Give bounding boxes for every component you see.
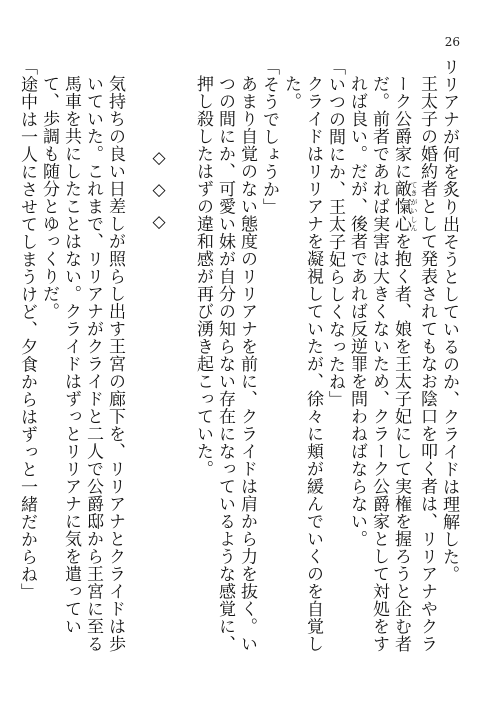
- paragraph-3: 「いつの間にか、王太子妃らしくなったね」: [325, 58, 345, 408]
- page-number: 26: [444, 35, 460, 49]
- paragraph-2: 王太子の婚約者として発表されてもなお陰口を叩く者は、リリアナやクラーク公爵家に敵愾心 てきがいしんを抱く者、娘を王太子妃にして実権を握ろうと企む者だ。前者であれば実害は大きくないため、クラーク公爵家として対処をすれば良い。だが、後者であれば反逆罪を問わねばならない。: [347, 75, 437, 653]
- scene-break: ◇◇◇: [149, 148, 169, 244]
- ruby-annotation: 敵愾心 てきがいしん: [391, 180, 418, 233]
- vertical-text-body: [17, 58, 460, 668]
- paragraph-8: 「途中は一人にさせてしまうけど、夕食からはずっと一緒だからね」: [17, 58, 37, 601]
- paragraph-1: リリアナが何を炙り出そうとしているのか、クライドは理解した。: [439, 58, 459, 583]
- blank-line: [170, 58, 192, 668]
- paragraph-6: あまり自覚のない態度のリリアナを前に、クライドは肩から力を抜く。いつの間にか、可愛い妹が自分の知らない存在になっているような感覚に、押し殺したはずの違和感が再び湧き起こっていた。: [193, 75, 257, 653]
- paragraph-7: 気持ちの良い日差しが照らし出す王宮の廊下を、リリアナとクライドは歩いていた。これまで、リリアナがクライドと二人で公爵邸から王宮に至る馬車を共にしたことはない。クライドはずっとリリアナに気を遣っていて、歩調も随分とゆっくりだ。: [39, 75, 125, 653]
- paragraph-5: 「そうでしょうか」: [259, 58, 279, 216]
- paragraph-4: クライドはリリアナを凝視していたが、徐々に頬が緩んでいくのを自覚した。: [281, 75, 323, 653]
- blank-line: [126, 58, 148, 668]
